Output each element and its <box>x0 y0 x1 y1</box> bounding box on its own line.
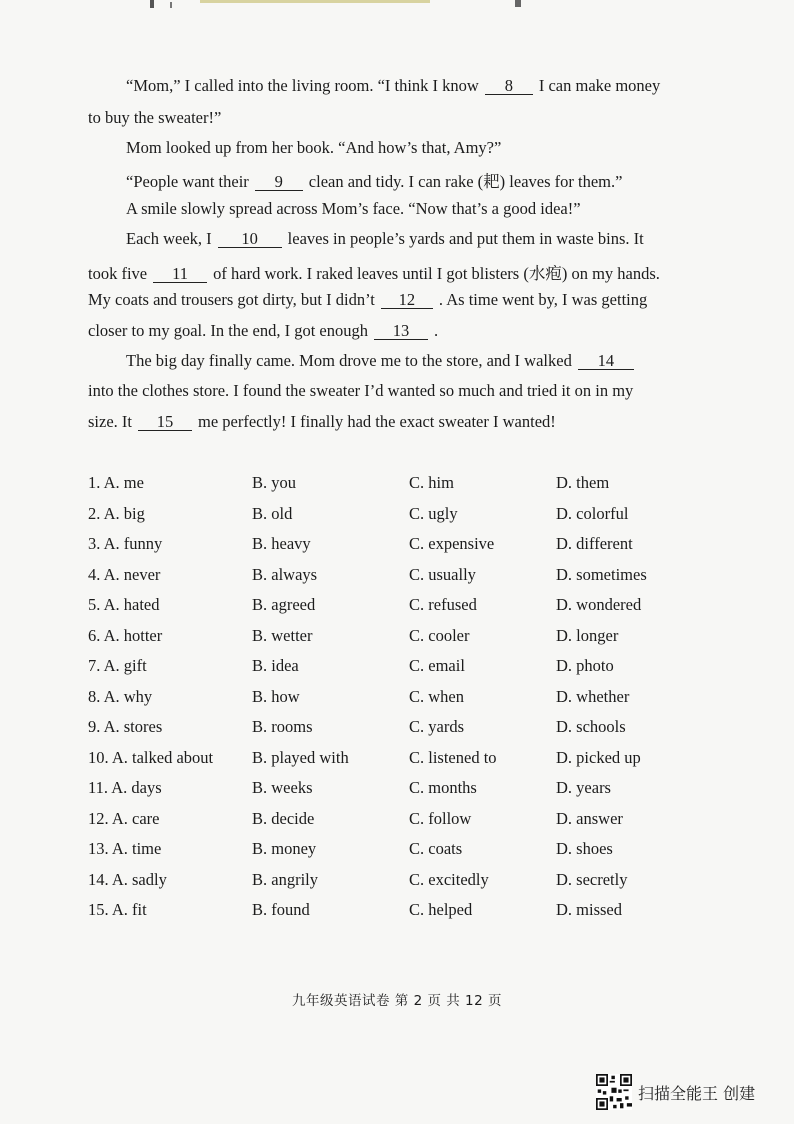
option-row <box>0 504 794 528</box>
option-b: B. decide <box>252 809 315 828</box>
option-row <box>0 778 794 802</box>
option-row <box>0 687 794 711</box>
blank-15: 15 <box>138 413 192 431</box>
passage-text: into the clothes store. I found the sweater I’d wanted so much and tried it on in my <box>88 381 634 400</box>
option-d: D. longer <box>556 626 619 645</box>
option-row <box>0 656 794 680</box>
blank-13: 13 <box>374 322 428 340</box>
option-d: D. whether <box>556 687 630 706</box>
page-footer: 九年级英语试卷 第 2 页 共 12 页 <box>291 993 502 1009</box>
option-b: B. money <box>252 839 317 858</box>
passage-text: closer to my goal. In the end, I got enough <box>88 321 368 340</box>
option-c: C. follow <box>409 809 472 828</box>
option-row <box>0 626 794 650</box>
passage-line <box>126 168 622 192</box>
option-a: 11. A. days <box>88 778 162 797</box>
option-a: 1. A. me <box>88 473 144 492</box>
option-d: D. missed <box>556 900 622 919</box>
blank-8: 8 <box>485 77 533 95</box>
passage-text: Mom looked up from her book. “And how’s that, Amy?” <box>126 138 502 157</box>
option-c: C. him <box>409 473 454 492</box>
passage-text: “People want their <box>126 172 249 191</box>
passage-line <box>88 260 660 284</box>
option-b: B. weeks <box>252 778 313 797</box>
passage-text: Each week, I <box>126 229 212 248</box>
qr-code-icon <box>596 1074 632 1110</box>
option-d: D. schools <box>556 717 626 736</box>
option-c: C. excitedly <box>409 870 489 889</box>
passage-line <box>88 321 438 341</box>
option-c: C. when <box>409 687 464 706</box>
passage-text: size. It <box>88 412 132 431</box>
passage-line <box>126 351 640 371</box>
option-b: B. played with <box>252 748 349 767</box>
option-d: D. picked up <box>556 748 641 767</box>
passage-text: . <box>433 321 439 340</box>
blank-12: 12 <box>381 291 433 309</box>
passage-text: I can make money <box>538 76 661 95</box>
option-d: D. shoes <box>556 839 613 858</box>
option-row <box>0 565 794 589</box>
passage-line <box>126 199 581 219</box>
option-c: C. refused <box>409 595 477 614</box>
scanner-label: 扫描全能王 创建 <box>638 1083 756 1103</box>
blank-9: 9 <box>255 173 303 191</box>
option-c: C. yards <box>409 717 464 736</box>
option-c: C. coats <box>409 839 463 858</box>
option-a: 14. A. sadly <box>88 870 167 889</box>
passage-line <box>88 381 633 401</box>
option-c: C. helped <box>409 900 473 919</box>
option-b: B. angrily <box>252 870 318 889</box>
option-c: C. months <box>409 778 477 797</box>
passage-line <box>88 290 647 310</box>
passage-text: to buy the sweater!” <box>88 108 222 127</box>
blank-10: 10 <box>218 230 282 248</box>
option-d: D. them <box>556 473 610 492</box>
passage-line <box>126 229 644 249</box>
option-a: 13. A. time <box>88 839 162 858</box>
option-d: D. sometimes <box>556 565 647 584</box>
option-d: D. answer <box>556 809 623 828</box>
option-b: B. rooms <box>252 717 313 736</box>
option-a: 7. A. gift <box>88 656 147 675</box>
option-b: B. agreed <box>252 595 316 614</box>
option-d: D. photo <box>556 656 614 675</box>
scan-artifacts <box>0 0 794 20</box>
option-a: 12. A. care <box>88 809 160 828</box>
blank-14: 14 <box>578 352 634 370</box>
passage-text: me perfectly! I finally had the exact sweater I wanted! <box>197 412 556 431</box>
option-a: 5. A. hated <box>88 595 160 614</box>
option-b: B. wetter <box>252 626 313 645</box>
option-d: D. wondered <box>556 595 642 614</box>
option-d: D. colorful <box>556 504 629 523</box>
passage-line <box>126 138 501 158</box>
option-c: C. ugly <box>409 504 458 523</box>
passage-text: A smile slowly spread across Mom’s face. “Now that’s a good idea!” <box>126 199 581 218</box>
option-b: B. idea <box>252 656 299 675</box>
option-a: 8. A. why <box>88 687 153 706</box>
option-a: 4. A. never <box>88 565 161 584</box>
option-c: C. expensive <box>409 534 495 553</box>
option-a: 2. A. big <box>88 504 145 523</box>
passage-text: clean and tidy. I can rake (耙) leaves for them.” <box>308 172 623 191</box>
passage-text: “Mom,” I called into the living room. “I think I know <box>126 76 479 95</box>
option-b: B. how <box>252 687 300 706</box>
option-row <box>0 717 794 741</box>
option-a: 10. A. talked about <box>88 748 214 767</box>
option-d: D. years <box>556 778 611 797</box>
option-row <box>0 748 794 772</box>
option-d: D. secretly <box>556 870 628 889</box>
option-c: C. usually <box>409 565 476 584</box>
option-c: C. cooler <box>409 626 470 645</box>
passage-text: The big day finally came. Mom drove me to the store, and I walked <box>126 351 572 370</box>
passage-text: took five <box>88 264 148 283</box>
passage-text: leaves in people’s yards and put them in waste bins. It <box>287 229 644 248</box>
option-a: 15. A. fit <box>88 900 147 919</box>
passage-line <box>88 412 556 432</box>
option-b: B. you <box>252 473 297 492</box>
option-b: B. always <box>252 565 318 584</box>
option-row <box>0 473 794 497</box>
option-d: D. different <box>556 534 633 553</box>
option-c: C. email <box>409 656 465 675</box>
option-a: 9. A. stores <box>88 717 163 736</box>
passage-line <box>126 76 660 96</box>
option-row <box>0 809 794 833</box>
option-row <box>0 534 794 558</box>
scanner-watermark <box>596 1074 755 1110</box>
option-row <box>0 595 794 619</box>
option-a: 3. A. funny <box>88 534 163 553</box>
option-row <box>0 900 794 924</box>
passage-text: . As time went by, I was getting <box>438 290 648 309</box>
passage-text: of hard work. I raked leaves until I got blisters (水疱) on my hands. <box>213 264 660 283</box>
option-a: 6. A. hotter <box>88 626 163 645</box>
option-row <box>0 839 794 863</box>
option-b: B. old <box>252 504 293 523</box>
option-b: B. heavy <box>252 534 311 553</box>
passage-line <box>88 108 221 128</box>
option-c: C. listened to <box>409 748 497 767</box>
option-row <box>0 870 794 894</box>
blank-11: 11 <box>153 265 207 283</box>
passage-text: My coats and trousers got dirty, but I didn’t <box>88 290 375 309</box>
option-b: B. found <box>252 900 310 919</box>
